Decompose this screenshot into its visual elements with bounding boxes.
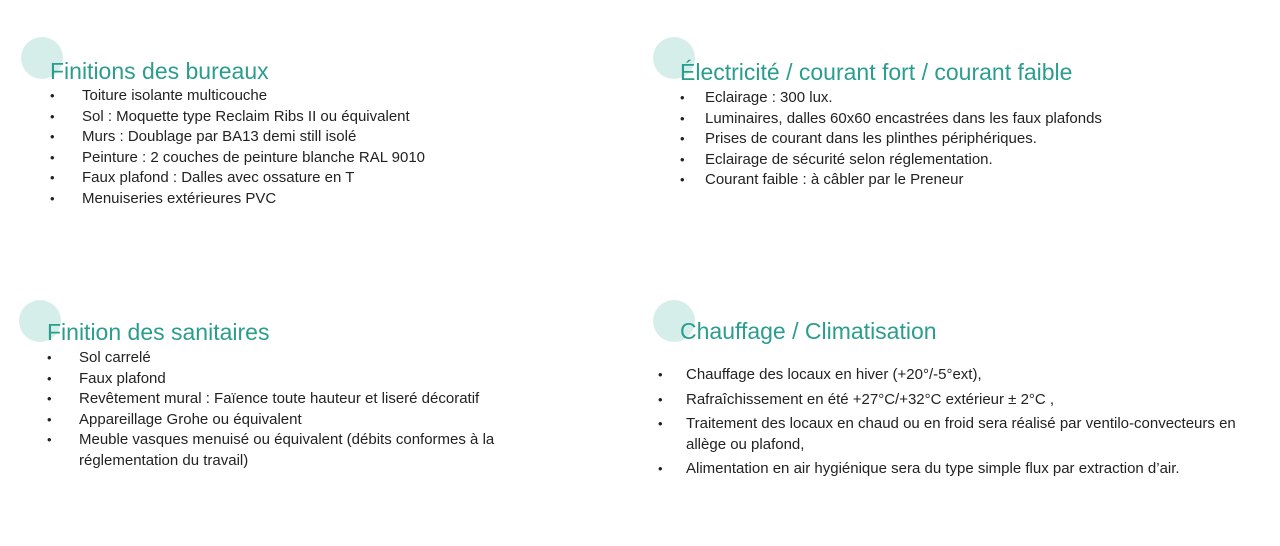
list-item: • Luminaires, dalles 60x60 encastrées dans les faux plafonds: [680, 109, 1260, 130]
bullet-icon: •: [47, 370, 52, 386]
bullet-icon: •: [47, 350, 52, 365]
list-item: • Revêtement mural : Faïence toute hauteur et liseré décoratif: [47, 389, 547, 410]
list-item: • Faux plafond : Dalles avec ossature en T: [50, 168, 570, 189]
bullet-icon: •: [47, 411, 52, 427]
bullet-icon: •: [680, 151, 685, 167]
bullet-list: [47, 348, 547, 471]
bullet-icon: •: [47, 432, 52, 447]
bullet-icon: •: [680, 172, 685, 187]
bullet-icon: •: [50, 170, 55, 185]
list-item: • Alimentation en air hygiénique sera du type simple flux par extraction d’air.: [658, 459, 1266, 480]
list-item: • Traitement des locaux en chaud ou en froid sera réalisé par ventilo-convecteurs en allège ou plafond,: [658, 415, 1236, 453]
bullet-list: [658, 365, 1266, 484]
bullet-icon: •: [658, 367, 663, 382]
section-title: Finitions des bureaux: [50, 58, 269, 84]
list-item: • Chauffage des locaux en hiver (+20°/-5°ext),: [658, 365, 1266, 386]
bullet-icon: •: [50, 129, 55, 144]
list-item: • Toiture isolante multicouche: [50, 86, 570, 107]
section-title: Électricité / courant fort / courant faible: [680, 59, 1073, 85]
list-item: • Murs : Doublage par BA13 demi still isolé: [50, 127, 570, 148]
list-item: • Courant faible : à câbler par le Preneur: [680, 170, 1260, 191]
list-item: • Menuiseries extérieures PVC: [50, 189, 570, 210]
bullet-list: [50, 86, 570, 209]
list-item: • Meuble vasques menuisé ou équivalent (débits conformes à la réglementation du travail): [47, 431, 495, 469]
bullet-icon: •: [658, 391, 663, 407]
list-item: • Peinture : 2 couches de peinture blanche RAL 9010: [50, 148, 570, 169]
bullet-icon: •: [658, 416, 663, 431]
list-item: • Prises de courant dans les plinthes périphériques.: [680, 129, 1260, 150]
bullet-icon: •: [50, 108, 55, 124]
bullet-icon: •: [50, 88, 55, 103]
bullet-icon: •: [680, 90, 685, 105]
list-item: • Sol : Moquette type Reclaim Ribs II ou équivalent: [50, 107, 570, 128]
bullet-icon: •: [47, 391, 52, 406]
list-item: • Eclairage : 300 lux.: [680, 88, 1260, 109]
bullet-icon: •: [50, 149, 55, 165]
list-item: • Appareillage Grohe ou équivalent: [47, 410, 547, 431]
section-title: Finition des sanitaires: [47, 319, 270, 345]
bullet-icon: •: [658, 461, 663, 476]
bullet-icon: •: [680, 131, 685, 146]
list-item: • Faux plafond: [47, 369, 547, 390]
list-item: • Sol carrelé: [47, 348, 547, 369]
bullet-icon: •: [680, 110, 685, 126]
list-item: • Rafraîchissement en été +27°C/+32°C extérieur ± 2°C ,: [658, 390, 1266, 411]
bullet-icon: •: [50, 190, 55, 206]
list-item: • Eclairage de sécurité selon réglementation.: [680, 150, 1260, 171]
section-title: Chauffage / Climatisation: [680, 318, 937, 344]
bullet-list: [680, 88, 1260, 191]
